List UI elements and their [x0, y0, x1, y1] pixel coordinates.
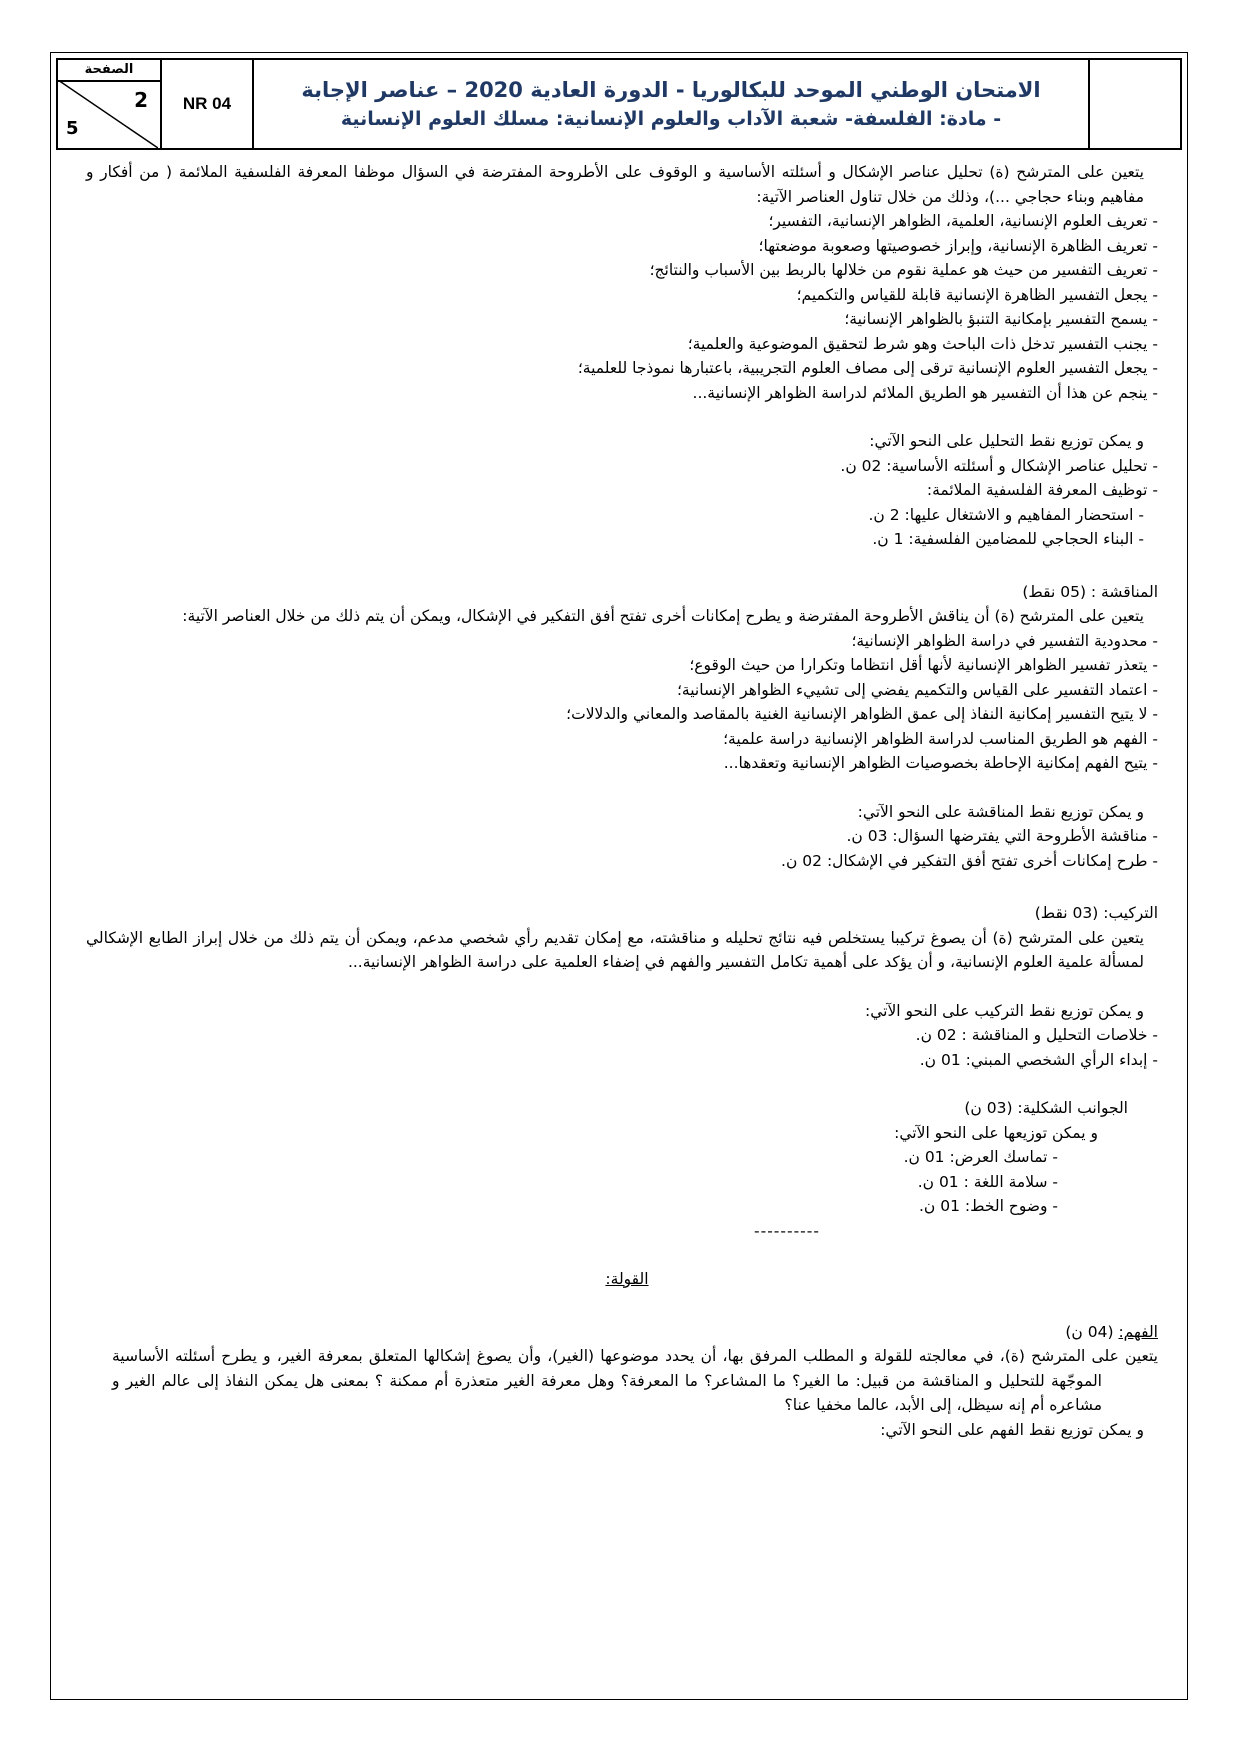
- list-item: - إبداء الرأي الشخصي المبني: 01 ن.: [919, 1050, 1158, 1069]
- synthesis-heading: التركيب: (03 نقط): [1034, 904, 1158, 922]
- comprehension-label: الفهم:: [1118, 1322, 1158, 1341]
- comprehension-intro: يتعين على المترشح (ة)، في معالجته للقولة و المطلب المرفق بها، أن يحدد موضوعها (الغير)، وأن يصوغ إشكالها المتعلق بمعرفة الغير، و يطرح أسئلته الأساسية الموجّهة للتحليل و المناقشة من قبيل: ما الغير؟ ما المشاعر؟ ما المعرفة؟ وهل معرفة الغير متعذرة أم ممكنة ؟ بمعنى هل يمكن النفاذ إلى عالم الغير و مشاعره أم إنه سيظل، إلى الأبد، عالما مخفيا عنا؟: [112, 1347, 1158, 1414]
- page-current: 2: [134, 88, 148, 112]
- page-label: الصفحة: [58, 60, 160, 82]
- comprehension-distribution-intro: و يمكن توزيع نقط الفهم على النحو الآتي:: [880, 1420, 1144, 1439]
- list-item: - استحضار المفاهيم و الاشتغال عليها: 2 ن.: [868, 505, 1144, 524]
- exam-title-box: [254, 60, 1090, 148]
- list-item: - ينجم عن هذا أن التفسير هو الطريق الملائم لدراسة الظواهر الإنسانية...: [692, 383, 1158, 402]
- exam-title: الامتحان الوطني الموحد للبكالوريا - الدورة العادية 2020 – عناصر الإجابة: [301, 78, 1041, 102]
- document-body: [86, 160, 1158, 1442]
- blank-cell: [1090, 60, 1180, 148]
- list-item: - اعتماد التفسير على القياس والتكميم يفضي إلى تشييء الظواهر الإنسانية؛: [677, 680, 1158, 699]
- list-item: - وضوح الخط: 01 ن.: [919, 1197, 1058, 1215]
- synthesis-distribution-intro: و يمكن توزيع نقط التركيب على النحو الآتي:: [865, 1001, 1144, 1020]
- list-item: - يتيح الفهم إمكانية الإحاطة بخصوصيات الظواهر الإنسانية وتعقدها...: [723, 754, 1158, 772]
- list-item: - تماسك العرض: 01 ن.: [903, 1148, 1058, 1166]
- formal-heading: الجوانب الشكلية: (03 ن): [964, 1099, 1128, 1117]
- list-item: - محدودية التفسير في دراسة الظواهر الإنسانية؛: [851, 631, 1158, 650]
- list-item: - تحليل عناصر الإشكال و أسئلته الأساسية: 02 ن.: [840, 456, 1158, 475]
- comprehension-points: (04 ن): [1065, 1322, 1119, 1341]
- list-item: - تعريف الظاهرة الإنسانية، وإبراز خصوصيتها وصعوبة موضعتها؛: [758, 236, 1158, 255]
- discussion-heading: المناقشة : (05 نقط): [1022, 582, 1158, 601]
- list-item: - توظيف المعرفة الفلسفية الملائمة:: [926, 481, 1158, 499]
- page-number-box: [58, 60, 162, 148]
- list-item: - تعريف التفسير من حيث هو عملية نقوم من خلالها بالربط بين الأسباب والنتائج؛: [649, 261, 1158, 279]
- discussion-intro: يتعين على المترشح (ة) أن يناقش الأطروحة المفترضة و يطرح إمكانات أخرى تفتح أفق التفكير في الإشكال، ويمكن أن يتم ذلك من خلال العناصر الآتية:: [182, 607, 1144, 625]
- comprehension-heading: [86, 1320, 1158, 1345]
- list-item: - خلاصات التحليل و المناقشة : 02 ن.: [915, 1026, 1158, 1044]
- list-item: - طرح إمكانات أخرى تفتح أفق التفكير في الإشكال: 02 ن.: [781, 851, 1158, 870]
- analysis-distribution-intro: و يمكن توزيع نقط التحليل على النحو الآتي:: [869, 432, 1144, 450]
- analysis-intro: يتعين على المترشح (ة) تحليل عناصر الإشكال و أسئلته الأساسية و الوقوف على الأطروحة المفترضة في السؤال موظفا المعرفة الفلسفية الملائمة ( من أفكار و مفاهيم وبناء حجاجي ...)، وذلك من خلال تناول العناصر الآتية:: [86, 163, 1144, 206]
- list-item: - مناقشة الأطروحة التي يفترضها السؤال: 03 ن.: [846, 827, 1158, 845]
- list-item: - يجعل التفسير الظاهرة الإنسانية قابلة للقياس والتكميم؛: [796, 285, 1158, 304]
- formal-distribution-intro: و يمكن توزيعها على النحو الآتي:: [894, 1123, 1098, 1142]
- list-item: - يجعل التفسير العلوم الإنسانية ترقى إلى مصاف العلوم التجريبية، باعتبارها نموذجا للعلمية؛: [577, 359, 1158, 377]
- list-item: - الفهم هو الطريق المناسب لدراسة الظواهر الإنسانية دراسة علمية؛: [723, 729, 1158, 748]
- synthesis-intro: يتعين على المترشح (ة) أن يصوغ تركيبا يستخلص فيه نتائج تحليله و مناقشته، مع إمكان تقديم رأي شخصي مدعم، ويمكن أن يتم ذلك من خلال إبراز الطابع الإشكالي لمسألة علمية العلوم الإنسانية، و أن يؤكد على أهمية تكامل التفسير والفهم في إضفاء العلمية على دراسة الظواهر الإنسانية...: [86, 928, 1144, 971]
- exam-subtitle: - مادة: الفلسفة- شعبة الآداب والعلوم الإنسانية: مسلك العلوم الإنسانية: [340, 108, 1002, 130]
- page-total: 5: [66, 118, 79, 139]
- list-item: - يجنب التفسير تدخل ذات الباحث وهو شرط لتحقيق الموضوعية والعلمية؛: [687, 334, 1158, 353]
- exam-code: NR 04: [162, 60, 254, 148]
- list-item: - يسمح التفسير بإمكانية التنبؤ بالظواهر الإنسانية؛: [844, 310, 1158, 328]
- list-item: - البناء الحجاجي للمضامين الفلسفية: 1 ن.: [872, 530, 1144, 548]
- separator: ----------: [754, 1221, 820, 1240]
- list-item: - لا يتيح التفسير إمكانية النفاذ إلى عمق الظواهر الإنسانية الغنية بالمقاصد والمعاني والدلالات؛: [566, 705, 1158, 723]
- quote-title: القولة:: [605, 1270, 649, 1288]
- discussion-distribution-intro: و يمكن توزيع نقط المناقشة على النحو الآتي:: [857, 802, 1144, 821]
- list-item: - تعريف العلوم الإنسانية، العلمية، الظواهر الإنسانية، التفسير؛: [768, 212, 1158, 230]
- list-item: - يتعذر تفسير الظواهر الإنسانية لأنها أقل انتظاما وتكرارا من حيث الوقوع؛: [689, 656, 1158, 674]
- exam-header: [56, 58, 1182, 150]
- list-item: - سلامة اللغة : 01 ن.: [917, 1172, 1058, 1191]
